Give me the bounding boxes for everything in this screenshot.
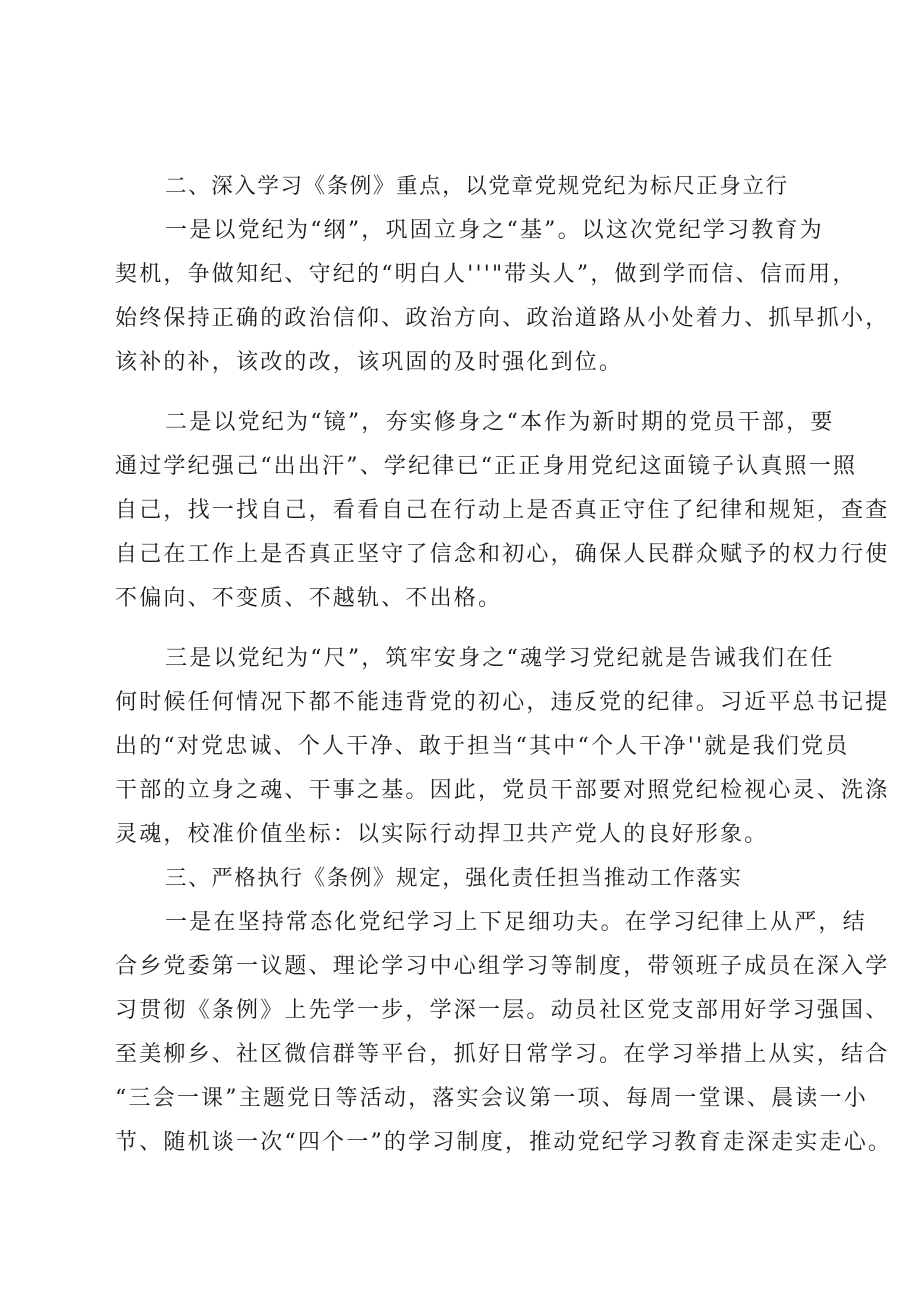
paragraph-line: 干部的立身之魂、干事之基。因此，党员干部要对照党纪检视心灵、洗涤 <box>115 778 890 803</box>
paragraph-line: 契机，争做知纪、守纪的“明白人'''"带头人”，做到学而信、信而用， <box>115 262 857 287</box>
paragraph-line: 灵魂，校准价值坐标：以实际行动捍卫共产党人的良好形象。 <box>115 822 769 847</box>
paragraph-line: 节、随机谈一次“四个一”的学习制度，推动党纪学习教育走深走实走心。 <box>115 1130 893 1155</box>
paragraph-line: “三会一课”主题党日等活动，落实会议第一项、每周一堂课、晨读一小 <box>115 1086 868 1111</box>
paragraph-line: 习贯彻《条例》上先学一步，学深一层。动员社区党支部用好学习强国、 <box>115 998 890 1023</box>
paragraph-line: 合乡党委第一议题、理论学习中心组学习等制度，带领班子成员在深入学 <box>115 954 890 979</box>
document-body <box>115 165 893 1165</box>
paragraph-discipline-ruler <box>115 637 890 857</box>
paragraph-line: 始终保持正确的政治信仰、政治方向、政治道路从小处着力、抓早抓小， <box>115 306 890 331</box>
paragraph-spacer <box>115 385 810 401</box>
paragraph-regular-study <box>115 901 893 1165</box>
paragraph-line: 通过学纪强己“出出汗”、学纪律已“正正身用党纪这面镜子认真照一照 <box>115 454 858 479</box>
paragraph-line: 自己，找一找自己，看看自己在行动上是否真正守住了纪律和规矩，查查 <box>115 498 890 523</box>
paragraph-line: 自己在工作上是否真正坚守了信念和初心，确保人民群众赋予的权力行使 <box>115 542 890 567</box>
paragraph-line: 二是以党纪为“镜”，夯实修身之“本作为新时期的党员干部，要 <box>165 410 835 435</box>
section-heading-2: 二、深入学习《条例》重点，以党章党规党纪为标尺正身立行 <box>165 174 789 199</box>
paragraph-line: 一是以党纪为“纲”，巩固立身之“基”。以这次党纪学习教育为 <box>165 218 824 243</box>
paragraph-line: 出的“对党忠诚、个人干净、敢于担当“其中“个人干净''就是我们党员 <box>115 734 850 759</box>
paragraph-line: 该补的补，该改的改，该巩固的及时强化到位。 <box>115 350 624 375</box>
section-heading-3: 三、严格执行《条例》规定，强化责任担当推动工作落实 <box>165 866 743 891</box>
paragraph-line: 不偏向、不变质、不越轨、不出格。 <box>115 586 503 611</box>
paragraph-spacer <box>115 621 810 637</box>
paragraph-line: 何时候任何情况下都不能违背党的初心，违反党的纪律。习近平总书记提 <box>115 690 890 715</box>
paragraph-line: 三是以党纪为“尺”，筑牢安身之“魂学习党纪就是告诫我们在任 <box>165 646 835 671</box>
paragraph-discipline-guideline <box>115 209 890 385</box>
paragraph-line: 至美柳乡、社区微信群等平台，抓好日常学习。在学习举措上从实，结合 <box>115 1042 890 1067</box>
paragraph-line: 一是在坚持常态化党纪学习上下足细功夫。在学习纪律上从严，结 <box>165 910 867 935</box>
paragraph-discipline-mirror <box>115 401 890 621</box>
